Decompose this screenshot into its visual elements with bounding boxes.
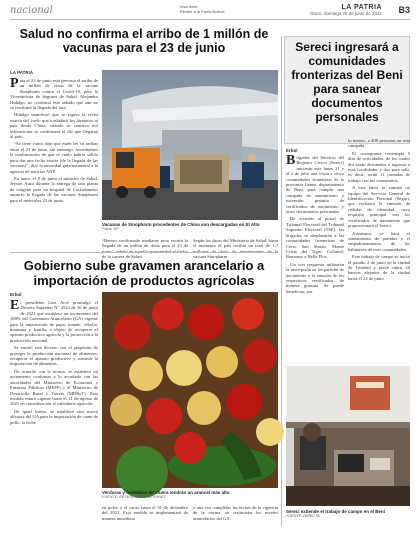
story1-column-1 [10, 78, 98, 246]
dropcap: B [286, 153, 296, 168]
story1-column-2 [102, 238, 188, 260]
masthead [310, 4, 382, 16]
promo-line: Recibe a la Patria Bolivia [180, 9, 225, 14]
sidebar-headline: Sereci ingresará a comunidades fronterizas del Beni para sanear documentos personales [291, 40, 403, 124]
paragraph: “Se tiene como dato que estén les va arribar entre el 23 de junio, sin embargo, necesitamos la confirmación de que el vuelo habría salido para dar una fecha exacta (de la llegada de las vacunas)”, dijo la autoridad gubernamental a la agencia de noticias ANF. [10, 141, 98, 174]
promo-line: Inscríbete [180, 4, 198, 9]
page-header [10, 4, 410, 20]
sidebar-byline: Erbol [286, 148, 298, 153]
story1-headline: Salud no confirma el arribo de 1 millón de vacunas para el 23 de junio [19, 27, 269, 55]
caption-text: Vacunas de Sinopharm procedentes de China son descargadas en El Alto [102, 222, 260, 227]
paragraph: ara el 23 de junio está prevista el arribo de un millón de dosis de la vacuna Sinopharm contra el Covid-19, pero la Viceministra de Seguros de Salud, Alejandra Hidalgo, no confirmó este sábado que aún no se confirmó la llegada del lote. [10, 78, 98, 111]
vegetables-illustration [102, 292, 278, 488]
paragraph: “Hemos confirmado mediante nota escrita la llegada de un millón de dosis para el 23 de de la cartera de Salud. [102, 238, 188, 260]
sidebar-photo-caption [286, 509, 410, 519]
paragraph: Según los datos del Ministerio de Salud, hasta el momento el país recibió un total de 1,7 vacuna Sinopharm. [193, 238, 278, 260]
paragraph: A esta labor se sumará un equipo del Servicio General de Identificación Personal (Segip), que realizará la emisión de cédulas de identidad, cuyo requisito principal son los certificados de nacimiento que proporcionará el Sereci. [348, 185, 410, 229]
paragraph: El cronograma contempla 5 días de actividades, de los cuales dos serán destinados a ingresar a esas localidades y dos para salir, es decir, serán 11 jornadas de trabajo con los comunarios. [348, 150, 410, 183]
caption-text: Sereci extiende el trabajo de campo en el Beni [286, 509, 386, 514]
story2-photo-caption [102, 490, 278, 500]
paragraph: y una vez cumplidas las fechas de la vigencia de la norma, se restituirán los niveles arancelarios del GA. [193, 505, 278, 521]
sidebar-column-1 [286, 155, 344, 351]
story2-headline: Gobierno sube gravamen arancelario a importación de productos agrícolas [23, 258, 265, 288]
story1-column-3 [193, 238, 278, 260]
story2-column-3 [193, 505, 278, 527]
paragraph: De acuerdo con la norma, se establece un incremento conforme a lo acordado con las autoridades del Ministerio de Economía y Finanzas Públicas (MEFP) y el Ministerio de Desarrollo Rural y Tierras (MDRyT). Esta medida estará vigente hasta el 31 de agosto de 2021 en consideración al calendario agrícola. [10, 368, 98, 407]
registry-office-illustration [286, 366, 410, 506]
divider [10, 252, 278, 253]
paragraph: rigadas del Servicio del Registro Cívico (Sereci) iniciarán este lunes 21 y el 2 de julio una visita a cinco comunidades fronterizas de la provincia Iténez, departamento de Beni, para cumplir una campaña de saneamiento y extensión gratuita de certificados de nacimiento y otros documentos personales. [286, 155, 344, 215]
paragraph: lo menos, a 400 personas en esta campaña. [348, 138, 410, 149]
photo-credit: FUENTE: DIRECTA [286, 514, 320, 518]
story2-column-1 [10, 300, 98, 526]
story1-photo [102, 70, 278, 220]
paragraph: en polvo y el cacao hasta el 31 de diciembre del 2021. Esta medida se implementará de manera inmediata [102, 505, 188, 521]
sidebar-photo [286, 366, 410, 506]
promo-text [180, 4, 224, 14]
story1-byline: LA PATRIA [10, 70, 34, 75]
paragraph: Este trabajo de campo se inició el pasado 2 de junio en la ciudad de Trinidad y prevé cubrir 20 barrios alejados de la ciudad hasta el 24 de junio. [348, 254, 410, 281]
story2-byline: Erbol [10, 292, 22, 297]
paragraph: Hidalgo manifestó que se espera la fecha exacta del vuelo que trasladará los fármacos al país desde China, cuando se conozca esa información se confirmará el día que llegarán al país. [10, 112, 98, 140]
story2-photo [102, 292, 278, 488]
edition-date: Oruro, domingo 20 de junio de 2021 [309, 11, 382, 16]
sidebar-column-2 [348, 138, 410, 360]
paragraph: En tanto, el 8 de junio el ministro de Salud, Jeyson Auza durante la entrega de una planta de oxígeno para un hospital de Cochabamba, anunció la llegada de las vacunas Sinopharm para el miércoles 23 de junio. [10, 175, 98, 203]
vertical-divider [281, 36, 282, 526]
caption-text: Verduras y hortalizas de afuera tendrán un arancel más alto [102, 490, 230, 495]
page-number: B3 [398, 5, 410, 15]
airplane-cargo-illustration [102, 70, 278, 220]
photo-credit: Fotos: AP [102, 227, 119, 231]
paragraph: De igual forma, se establece una nueva alícuota del GA para la importación de carne de pollo, la leche [10, 408, 98, 425]
paragraph: De acuerdo al portal de Tribunal Electoral del Tribunal Supremo Electoral (TSE), las brigadas se desplazarán a las comunidades fronterizas de Cerro San Simón, Monte Cristo del Tigre, Colonial, Remanso y Bella Flor. [286, 216, 344, 260]
paragraph: Se emitió este decreto con el propósito de proteger la producción nacional de alimentos, recuperar el aparato productivo y sustituir la importación de alimentos. [10, 345, 98, 367]
paragraph: l presidente Luis Arce promulgó el Decreto Supremo N° 4522 de 16 de junio de 2021 que establece un incremento del 100% del Gravamen Arancelario (GA) vigente para la importación de papa, tomate, cebolla, manzana y frutilla, a objeto de recuperar el aparato productivo agrícola y la protección a la producción nacional. [10, 300, 98, 343]
newspaper-brand: LA PATRIA [341, 4, 382, 11]
story2-column-2 [102, 505, 188, 527]
paragraph: Un con respuesta utilizarán la inscripción en las partidas de nacimiento y la emisión de los respectivos certificados, de manera gratuita. Se puede beneficiar, por [286, 261, 344, 294]
story1-photo-caption [102, 222, 278, 232]
paragraph: Asimismo, se hará el saneamiento de partidas y el empadronamiento de los habitantes de esas comunidades. [348, 230, 410, 252]
photo-credit: FUENTE: REFERENCIAL INTERNET [102, 495, 166, 499]
dropcap: P [10, 76, 19, 91]
dropcap: E [10, 298, 20, 313]
section-name: nacional [10, 5, 53, 16]
